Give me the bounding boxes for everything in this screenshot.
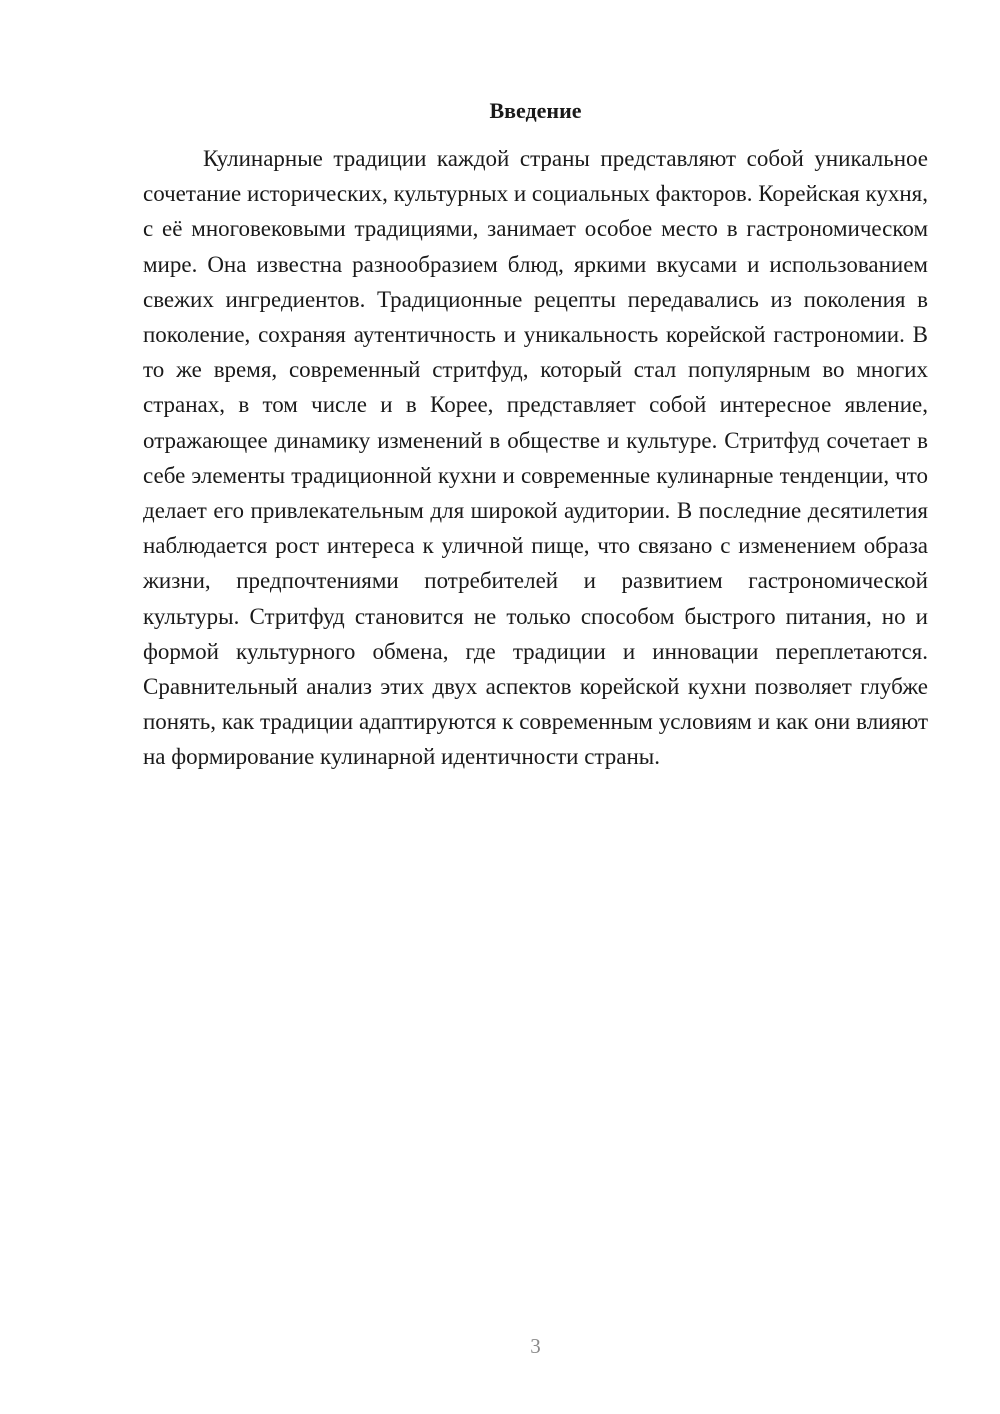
section-heading: Введение <box>489 98 582 123</box>
introduction-paragraph: Кулинарные традиции каждой страны представляют собой уникальное сочетание исторических, культурных и социальных факторов. Корейская кухня, с её многовековыми традициями, занимает особое место в гастрономическом мире. Она известна разнообразием блюд, яркими вкусами и использованием свежих ингредиентов. Традиционные рецепты передавались из поколения в поколение, сохраняя аутентичность и уникальность корейской гастрономии. В то же время, современный стритфуд, который стал популярным во многих странах, в том числе и в Корее, представляет собой интересное явление, отражающее динамику изменений в обществе и культуре. Стритфуд сочетает в себе элементы традиционной кухни и современные кулинарные тенденции, что делает его привлекательным для широкой аудитории. В последние десятилетия наблюдается рост интереса к уличной пище, что связано с изменением образа жизни, предпочтениями потребителей и развитием гастрономической культуры. Стритфуд становится не только способом быстрого питания, но и формой культурного обмена, где традиции и инновации переплетаются. Сравнительный анализ этих двух аспектов корейской кухни позволяет глубже понять, как традиции адаптируются к современным условиям и как они влияют на формирование кулинарной идентичности страны. <box>143 146 928 770</box>
page-number: 3 <box>530 1334 541 1358</box>
